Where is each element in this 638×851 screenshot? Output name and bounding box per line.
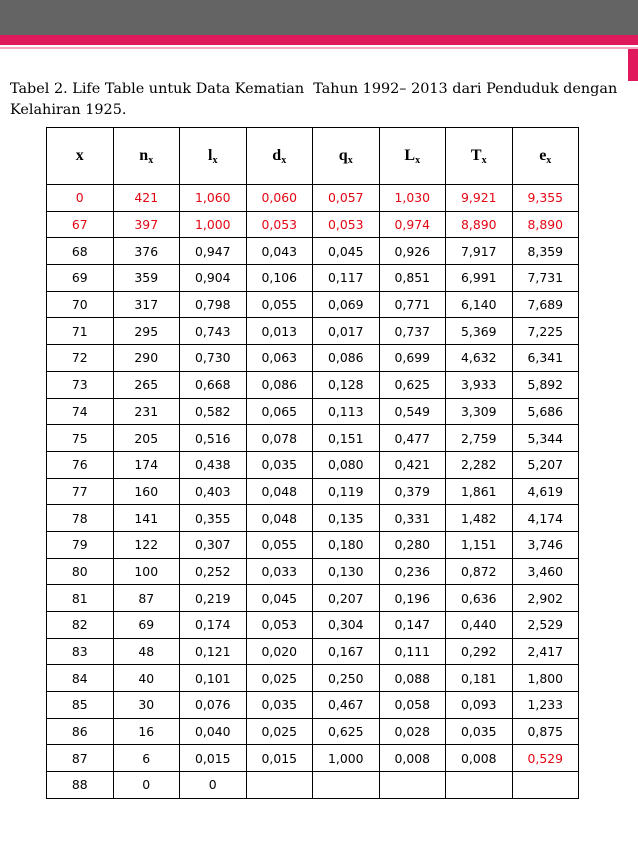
table-cell: 1,151 [446,531,513,558]
table-cell: 40 [113,665,180,692]
table-cell: 8,359 [512,238,579,265]
table-cell: 1,000 [180,211,247,238]
table-cell: 0,088 [379,665,446,692]
table-cell: 0,076 [180,692,247,719]
table-cell: 7,731 [512,265,579,292]
table-cell: 6,140 [446,291,513,318]
column-header-subscript: x [546,154,552,166]
table-cell: 78 [47,505,114,532]
table-cell: 48 [113,638,180,665]
table-cell: 421 [113,185,180,212]
table-cell: 85 [47,692,114,719]
table-cell: 30 [113,692,180,719]
table-cell [246,772,313,799]
table-cell: 70 [47,291,114,318]
table-cell: 0,117 [313,265,380,292]
table-cell: 0,947 [180,238,247,265]
table-row [47,318,579,345]
table-row [47,478,579,505]
table-row [47,505,579,532]
column-header-subscript: x [481,154,487,166]
table-cell: 5,686 [512,398,579,425]
table-cell: 0,015 [246,745,313,772]
table-cell: 0,181 [446,665,513,692]
table-cell: 77 [47,478,114,505]
table-cell: 0,636 [446,585,513,612]
table-cell: 3,309 [446,398,513,425]
table-cell: 0,926 [379,238,446,265]
table-cell: 0,008 [446,745,513,772]
table-cell: 0,055 [246,291,313,318]
table-cell: 0,033 [246,558,313,585]
table-cell: 160 [113,478,180,505]
table-cell: 0,025 [246,718,313,745]
table-cell: 0,292 [446,638,513,665]
table-cell: 84 [47,665,114,692]
table-cell: 7,225 [512,318,579,345]
table-cell: 1,482 [446,505,513,532]
table-cell: 295 [113,318,180,345]
table-cell: 6,991 [446,265,513,292]
table-row [47,345,579,372]
column-header-symbol: q [338,146,348,164]
table-row [47,665,579,692]
table-cell: 1,000 [313,745,380,772]
table-cell: 1,861 [446,478,513,505]
top-banner [0,0,638,35]
table-cell: 0,743 [180,318,247,345]
table-cell: 5,369 [446,318,513,345]
table-cell: 0,438 [180,451,247,478]
table-cell: 0,331 [379,505,446,532]
table-cell: 4,619 [512,478,579,505]
table-cell: 68 [47,238,114,265]
table-row [47,718,579,745]
column-header [180,128,247,185]
table-cell: 141 [113,505,180,532]
table-cell: 0,207 [313,585,380,612]
column-header [246,128,313,185]
table-cell: 0,699 [379,345,446,372]
table-cell: 5,207 [512,451,579,478]
table-cell: 9,355 [512,185,579,212]
table-cell: 0,093 [446,692,513,719]
table-row [47,692,579,719]
table-cell: 0,053 [246,612,313,639]
table-cell: 6 [113,745,180,772]
column-header-symbol: l [208,146,213,164]
table-cell: 0,008 [379,745,446,772]
column-header-symbol: L [404,146,416,164]
table-cell: 0,974 [379,211,446,238]
table-cell: 8,890 [446,211,513,238]
table-cell: 0,668 [180,371,247,398]
table-cell: 0,625 [379,371,446,398]
table-row [47,211,579,238]
column-header-symbol: T [470,146,482,164]
table-cell: 0,017 [313,318,380,345]
table-cell: 2,529 [512,612,579,639]
table-cell: 87 [113,585,180,612]
table-cell: 0,045 [246,585,313,612]
table-cell: 0,421 [379,451,446,478]
table-cell: 100 [113,558,180,585]
table-cell: 4,174 [512,505,579,532]
table-cell: 0,737 [379,318,446,345]
table-row [47,425,579,452]
table-cell: 3,746 [512,531,579,558]
caption-line-1: Tabel 2. Life Table untuk Data Kematian Tahun 1992– 2013 dari Penduduk dengan [10,81,618,97]
accent-tab [628,49,638,81]
table-cell: 0,025 [246,665,313,692]
table-cell: 0,119 [313,478,380,505]
table-cell: 0,035 [246,451,313,478]
table-cell: 0,379 [379,478,446,505]
table-row [47,451,579,478]
table-cell: 0,582 [180,398,247,425]
column-header-subscript: x [281,154,287,166]
table-cell: 0,045 [313,238,380,265]
table-cell: 0,043 [246,238,313,265]
table-row [47,371,579,398]
table-cell: 16 [113,718,180,745]
table-row [47,612,579,639]
table-cell: 75 [47,425,114,452]
table-cell: 5,344 [512,425,579,452]
table-cell: 0,304 [313,612,380,639]
table-cell: 0,236 [379,558,446,585]
table-cell: 0,020 [246,638,313,665]
table-cell: 1,233 [512,692,579,719]
column-header-symbol: e [539,146,547,164]
table-cell [446,772,513,799]
table-cell: 6,341 [512,345,579,372]
column-header [512,128,579,185]
table-cell: 0,065 [246,398,313,425]
table-cell: 0,063 [246,345,313,372]
table-row [47,745,579,772]
table-cell: 0,069 [313,291,380,318]
table-cell: 0,872 [446,558,513,585]
table-cell: 0,121 [180,638,247,665]
table-cell: 87 [47,745,114,772]
table-cell: 0,851 [379,265,446,292]
table-row [47,265,579,292]
table-cell: 397 [113,211,180,238]
table-cell: 317 [113,291,180,318]
table-cell: 0,086 [246,371,313,398]
table-cell: 0,106 [246,265,313,292]
table-cell: 0,057 [313,185,380,212]
table-cell: 0,080 [313,451,380,478]
table-cell: 0,180 [313,531,380,558]
table-cell: 0,174 [180,612,247,639]
table-row [47,558,579,585]
table-cell: 122 [113,531,180,558]
table-cell: 0,035 [446,718,513,745]
table-cell: 0,516 [180,425,247,452]
table-cell: 0,147 [379,612,446,639]
table-cell: 71 [47,318,114,345]
table-cell: 205 [113,425,180,452]
table-cell: 0,086 [313,345,380,372]
table-row [47,638,579,665]
table-cell: 67 [47,211,114,238]
table-cell: 76 [47,451,114,478]
table-cell: 0,529 [512,745,579,772]
table-cell: 5,892 [512,371,579,398]
column-header-subscript: x [148,154,154,166]
column-header [113,128,180,185]
column-header-subscript: x [212,154,218,166]
table-cell: 290 [113,345,180,372]
table-row [47,398,579,425]
column-header-subscript: x [415,154,421,166]
life-table [46,127,579,799]
table-cell: 82 [47,612,114,639]
table-cell: 0,035 [246,692,313,719]
column-header [313,128,380,185]
table-cell: 0,467 [313,692,380,719]
table-cell: 0,113 [313,398,380,425]
table-cell: 1,800 [512,665,579,692]
column-header [47,128,114,185]
table-cell: 83 [47,638,114,665]
header-row [47,128,579,185]
accent-line [0,47,638,49]
table-cell: 0,111 [379,638,446,665]
column-header-symbol: d [272,146,282,164]
table-cell: 3,460 [512,558,579,585]
table-cell: 86 [47,718,114,745]
column-header [446,128,513,185]
table-cell: 2,759 [446,425,513,452]
table-cell: 0,135 [313,505,380,532]
column-header-subscript: x [347,154,353,166]
table-cell: 2,902 [512,585,579,612]
column-header [379,128,446,185]
table-row [47,291,579,318]
table-cell: 0,307 [180,531,247,558]
table-cell: 0,078 [246,425,313,452]
table-cell: 359 [113,265,180,292]
table-cell: 0,196 [379,585,446,612]
column-header-symbol: n [139,146,149,164]
table-cell: 265 [113,371,180,398]
table-cell: 79 [47,531,114,558]
table-cell: 0,477 [379,425,446,452]
table-cell: 7,917 [446,238,513,265]
table-cell: 1,060 [180,185,247,212]
table-cell: 88 [47,772,114,799]
column-header-symbol: x [75,147,84,164]
table-cell: 0,151 [313,425,380,452]
table-cell: 74 [47,398,114,425]
table-cell: 0,625 [313,718,380,745]
table-cell: 0,130 [313,558,380,585]
table-row [47,585,579,612]
table-cell: 4,632 [446,345,513,372]
table-cell: 0,875 [512,718,579,745]
table-cell: 72 [47,345,114,372]
table-cell: 7,689 [512,291,579,318]
table-cell: 174 [113,451,180,478]
table-row [47,185,579,212]
table-cell: 1,030 [379,185,446,212]
table-cell: 2,417 [512,638,579,665]
accent-bar [0,35,638,45]
table-cell: 0,252 [180,558,247,585]
table-cell: 0,128 [313,371,380,398]
table-cell: 0,730 [180,345,247,372]
table-cell: 0,904 [180,265,247,292]
table-cell: 0,055 [246,531,313,558]
table-cell: 0,549 [379,398,446,425]
table-cell: 0,167 [313,638,380,665]
table-cell [512,772,579,799]
table-cell: 0,040 [180,718,247,745]
table-cell: 9,921 [446,185,513,212]
table-cell: 0,058 [379,692,446,719]
table-cell: 73 [47,371,114,398]
table-cell: 0,053 [313,211,380,238]
table-cell: 231 [113,398,180,425]
table-cell: 0,798 [180,291,247,318]
table-cell [379,772,446,799]
table-row [47,531,579,558]
table-cell: 0 [180,772,247,799]
table-cell: 0,013 [246,318,313,345]
table-cell: 0,060 [246,185,313,212]
table-cell [313,772,380,799]
table-cell: 0,771 [379,291,446,318]
table-cell: 0,053 [246,211,313,238]
table-caption [10,79,620,121]
table-cell: 0,101 [180,665,247,692]
table-cell: 0 [47,185,114,212]
table-cell: 0,028 [379,718,446,745]
table-cell: 0,280 [379,531,446,558]
table-cell: 0,250 [313,665,380,692]
table-cell: 80 [47,558,114,585]
caption-line-2: Kelahiran 1925. [10,102,127,118]
table-cell: 0,403 [180,478,247,505]
table-cell: 8,890 [512,211,579,238]
table-cell: 69 [113,612,180,639]
table-row [47,238,579,265]
table-cell: 0,219 [180,585,247,612]
table-cell: 0,048 [246,478,313,505]
table-cell: 0,015 [180,745,247,772]
table-cell: 81 [47,585,114,612]
table-cell: 376 [113,238,180,265]
table-cell: 3,933 [446,371,513,398]
table-cell: 69 [47,265,114,292]
table-cell: 2,282 [446,451,513,478]
table-cell: 0,048 [246,505,313,532]
table-row [47,772,579,799]
table-cell: 0 [113,772,180,799]
table-cell: 0,355 [180,505,247,532]
table-cell: 0,440 [446,612,513,639]
